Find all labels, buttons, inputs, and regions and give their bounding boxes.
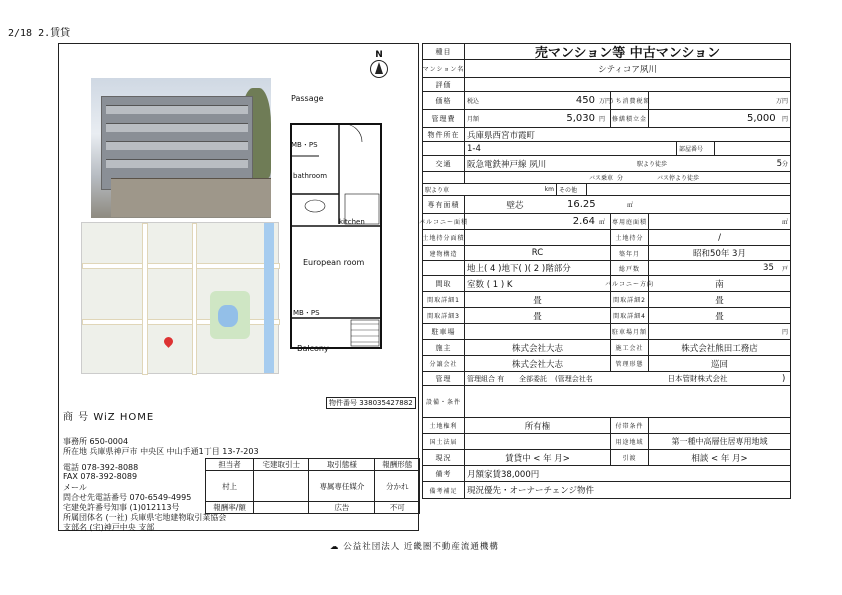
mgmt-fee-value: 5,030 [566, 113, 595, 124]
land-share-label: 土地持分面積 [423, 230, 465, 245]
mgmt-close: ) [782, 373, 786, 384]
remarks2-value: 現況優先・オーナーチェンジ物件 [467, 486, 595, 496]
staff-header: 取引態様 [309, 459, 375, 471]
type-label: 種目 [423, 44, 465, 59]
map-pin-icon [162, 335, 175, 348]
bus-label: バス乗車 [588, 175, 613, 182]
area-label: 専有面積 [423, 196, 465, 213]
detail2-cell [649, 292, 790, 307]
jyo: 畳 [715, 295, 724, 306]
detail4-cell [649, 308, 790, 323]
room-no-label: 部屋番号 [677, 142, 715, 155]
remark-label: 評価 [423, 78, 465, 91]
land-share-label2: 土地持分 [611, 230, 649, 245]
detail1-label: 間取詳細1 [423, 292, 465, 307]
price-label: 価格 [423, 92, 465, 109]
consumption-tax-unit: 万円 [775, 98, 788, 105]
address2: 1-4 [465, 142, 677, 155]
remarks-label: 備考 [423, 466, 465, 481]
ad-value: 不可 [375, 502, 420, 514]
builder-value: 株式会社熊田工務店 [681, 343, 758, 354]
company-address: 所在地 兵庫県神戸市 中央区 中山手通1丁目 13-7-203 [63, 447, 259, 456]
plan-bathroom: bathroom [293, 172, 328, 180]
address: 兵庫県西宮市霞町 [467, 130, 536, 141]
units-label: 総戸数 [611, 261, 649, 275]
layout-value: 室数 ( 1 ) K [465, 276, 611, 291]
yen: 円 [781, 116, 788, 123]
north-arrow-icon: N [364, 50, 394, 78]
staff-header: 担当者 [206, 459, 254, 471]
structure-value: RC [465, 246, 611, 260]
jyo: 畳 [715, 311, 724, 322]
ad-label: 広告 [309, 502, 375, 514]
walk-value-cell [723, 156, 790, 171]
company-association: 所属団体名 (一社) 兵庫県宅地建物取引業協会 [63, 513, 227, 522]
mgmt-union: 管理組合 有 [467, 374, 505, 383]
sale-company-label: 分譲会社 [423, 356, 465, 371]
land-rights-value: 所有権 [465, 418, 611, 433]
remarks2-label: 備考補足 [423, 482, 465, 498]
company-license: 宅建免許番号知事 (1)012113号 [63, 503, 180, 512]
nat-law-label: 国土法届 [423, 434, 465, 449]
parking-label: 駐車場 [423, 324, 465, 339]
repair-value: 5,000 [746, 113, 776, 124]
walk-value: 5 [776, 158, 782, 169]
car-label: 駅より車 [425, 187, 450, 194]
detail3-label: 間取詳細3 [423, 308, 465, 323]
bus-unit: 分 [617, 175, 624, 182]
company-tel: 電話 078-392-8088 [63, 463, 139, 472]
seller-value: 株式会社大志 [465, 340, 611, 355]
plan-balcony: Balcony [297, 344, 329, 353]
builder-label: 施工会社 [611, 340, 649, 355]
sqm: ㎡ [597, 214, 611, 229]
mgmt-form-value: 巡回 [710, 359, 728, 370]
direction-label: バルコニー方向 [611, 276, 649, 291]
organization-logo-icon: ☁ [330, 542, 340, 552]
conditions-label: 設備・条件 [423, 386, 465, 417]
direction-value: 南 [715, 279, 724, 290]
floors-text: 地上( 4 )地下( )( 2 )階部分 [465, 261, 611, 275]
balcony-label: バルコニー面積 [423, 214, 465, 229]
plan-kitchen: kitchen [339, 218, 365, 226]
mgmt-fee-label: 管理費 [423, 110, 465, 127]
building-photo [91, 78, 271, 218]
private-garden-label: 専用庭面積 [611, 214, 649, 229]
traffic-label: 交通 [423, 156, 465, 171]
jyo: 畳 [533, 295, 542, 306]
mgmt-company-value: 日本管財株式会社 [667, 374, 728, 383]
yen: 円 [781, 329, 788, 336]
staff-header: 報酬形態 [375, 459, 420, 471]
area-type: 壁芯 [506, 200, 524, 211]
repair-label: 修繕積立金 [611, 110, 649, 127]
staff-person: 村上 [206, 471, 254, 502]
sale-company-value: 株式会社大志 [465, 356, 611, 371]
yen: 円 [597, 110, 611, 127]
other-label: その他 [557, 184, 587, 195]
built-value: 昭和50年 3月 [693, 249, 746, 259]
car-unit: km [483, 184, 557, 195]
mgmt-consign: 全部委託 [519, 374, 547, 383]
zoning-label: 用途地域 [611, 434, 649, 449]
sqm: ㎡ [627, 202, 634, 209]
handover-value: 相談 < 年 月> [691, 453, 748, 464]
notes-label: 付帯条件 [611, 418, 649, 433]
land-share-value [465, 230, 611, 245]
name-label: マンション名 [423, 60, 465, 77]
price-value: 450 [575, 95, 595, 106]
company-name: 商 号 WiZ HOME [63, 412, 155, 423]
type-value: 売マンション等 中古マンション [534, 46, 721, 61]
station: 阪急電鉄神戸線 夙川 [467, 159, 547, 170]
handover-label: 引渡 [611, 450, 649, 465]
plan-passage: Passage [291, 94, 324, 103]
listing-table [419, 43, 791, 499]
units-unit: 戸 [781, 265, 788, 273]
footer-text: 公益社団法人 近畿圏不動産流通機構 [343, 542, 499, 552]
parking-fee-label: 駐車場月額 [611, 324, 649, 339]
detail3-cell [465, 308, 611, 323]
area-value: 16.25 [567, 199, 596, 210]
detail2-label: 間取詳細2 [611, 292, 649, 307]
plan-european-room: European room [303, 258, 365, 267]
zoning-value: 第一種中高層住居専用地域 [671, 437, 768, 446]
name-value: シティコア夙川 [598, 64, 657, 75]
detail4-label: 間取詳細4 [611, 308, 649, 323]
walk-unit: 分 [781, 161, 788, 168]
seller-label: 施主 [423, 340, 465, 355]
left-panel [58, 43, 419, 531]
land-rights-label: 土地権利 [423, 418, 465, 433]
property-number: 物件番号 338035427882 [326, 397, 416, 409]
company-inquiry-tel: 問合せ先電話番号 070-6549-4995 [63, 493, 192, 502]
plan-mbps2: MB・PS [293, 309, 320, 317]
status-value: 賃貸中 < 年 月> [465, 450, 611, 465]
built-label: 築年月 [611, 246, 649, 260]
staff-table [205, 458, 420, 514]
location-label: 物件所在 [423, 128, 465, 141]
structure-label: 建物構造 [423, 246, 465, 260]
remarks-value: 月額家賃38,000円 [467, 469, 540, 480]
units-value: 35 [763, 263, 774, 273]
staff-agent [254, 471, 309, 502]
staff-fee-form: 分かれ [375, 471, 420, 502]
fee-label: 報酬率/額 [206, 502, 254, 514]
price-tax: 税込 [467, 98, 480, 105]
units-value-cell [649, 261, 790, 275]
balcony-value: 2.64 [572, 216, 595, 227]
price-unit: 万円 [597, 92, 611, 109]
bus-walk-label: バス停より徒歩 [657, 175, 700, 182]
plan-mbps: MB・PS [291, 141, 318, 149]
company-mail: メール [63, 483, 87, 492]
sqm: ㎡ [781, 219, 788, 226]
consumption-tax-label: うち消費税額 [611, 92, 649, 109]
mgmt-form-label: 管理形態 [611, 356, 649, 371]
detail1-cell [465, 292, 611, 307]
page-header: 2/18 2.賃貸 [8, 28, 71, 39]
mgmt-label: 管理 [423, 372, 465, 385]
repair-value-cell [649, 110, 790, 127]
staff-header: 宅建取引士 [254, 459, 309, 471]
footer-organization [330, 540, 499, 552]
mgmt-fee-sub: 月額 [467, 116, 480, 123]
company-branch: 支部名 (宅)神戸中央 支部 [63, 523, 155, 532]
company-office: 事務所 650-0004 [63, 437, 129, 446]
company-fax: FAX 078-392-8089 [63, 472, 138, 481]
staff-mode: 専属専任媒介 [309, 471, 375, 502]
status-label: 現況 [423, 450, 465, 465]
land-share-value2: / [718, 232, 721, 243]
jyo: 畳 [533, 311, 542, 322]
walk-label: 駅より徒歩 [637, 161, 668, 168]
mgmt-company-label: (管理会社名 [555, 374, 593, 383]
location-map [81, 222, 279, 374]
layout-label: 間取 [423, 276, 465, 291]
